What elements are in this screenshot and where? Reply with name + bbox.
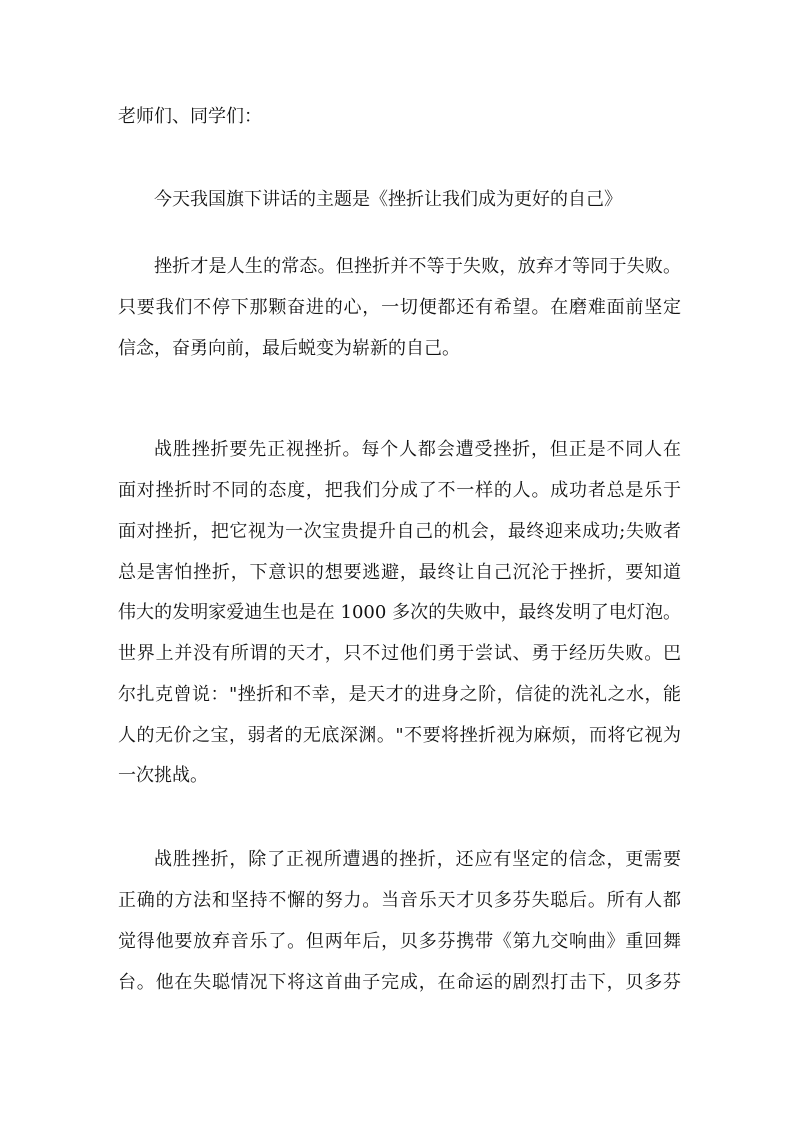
text-line: 台。他在失聪情况下将这首曲子完成，在命运的剧烈打击下，贝多芬 — [118, 972, 681, 993]
text-line: 挫折才是人生的常态。但挫折并不等于失败，放弃才等同于失败。 — [154, 256, 681, 277]
text-line: 正确的方法和坚持不懈的努力。当音乐天才贝多芬失聪后。所有人都 — [118, 890, 681, 911]
text-line: 觉得他要放弃音乐了。但两年后，贝多芬携带《第九交响曲》重回舞 — [118, 931, 681, 952]
text-line: 战胜挫折，除了正视所遭遇的挫折，还应有坚定的信念，更需要 — [154, 849, 681, 870]
text-line: 人的无价之宝，弱者的无底深渊。"不要将挫折视为麻烦，而将它视为 — [118, 725, 681, 746]
text-line: 总是害怕挫折，下意识的想要逃避，最终让自己沉沦于挫折，要知道 — [118, 562, 681, 583]
text-line: 战胜挫折要先正视挫折。每个人都会遭受挫折，但正是不同人在 — [154, 439, 681, 460]
speech-title: 今天我国旗下讲话的主题是《挫折让我们成为更好的自己》 — [154, 189, 622, 210]
text-line: 世界上并没有所谓的天才，只不过他们勇于尝试、勇于经历失败。巴 — [118, 643, 681, 664]
greeting: 老师们、同学们： — [118, 106, 262, 127]
text-line: 信念，奋勇向前，最后蜕变为崭新的自己。 — [118, 338, 460, 359]
text-line: 只要我们不停下那颗奋进的心，一切便都还有希望。在磨难面前坚定 — [118, 297, 681, 318]
text-line: 伟大的发明家爱迪生也是在 1000 多次的失败中，最终发明了电灯泡。 — [118, 602, 681, 623]
text-line: 尔扎克曾说："挫折和不幸，是天才的进身之阶，信徒的洗礼之水，能 — [118, 684, 681, 705]
text-line: 面对挫折时不同的态度，把我们分成了不一样的人。成功者总是乐于 — [118, 480, 681, 501]
text-line: 一次挑战。 — [118, 765, 208, 786]
text-line: 面对挫折，把它视为一次宝贵提升自己的机会，最终迎来成功;失败者 — [118, 521, 681, 542]
